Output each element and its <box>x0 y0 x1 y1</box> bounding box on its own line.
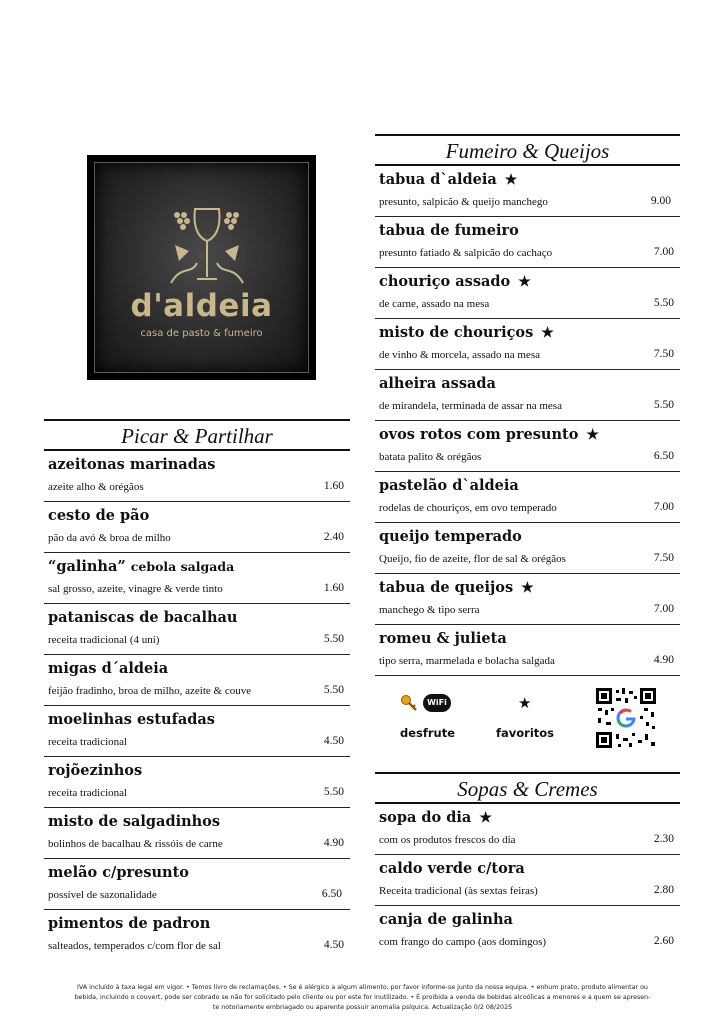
menu-item <box>44 757 350 808</box>
footer-line: bebida, incluindo o couvert, pode ser cobrado se não for solicitado pelo cliente ou por este for inutilizado. • É proibida a venda de bebidas alcoólicas a menores e a quem se apresen- <box>74 994 651 1001</box>
item-desc: receita tradicional <box>48 736 128 748</box>
menu-item <box>375 523 680 574</box>
item-desc: salteados, temperados c/com flor de sal <box>48 940 221 952</box>
item-name <box>48 558 234 575</box>
item-name-text: ovos rotos com presunto <box>379 426 579 443</box>
legal-footer <box>40 983 685 1013</box>
footer-line: te notoriamente embriagado ou aparente possuir anomalia psíquica. Actualização 0/2 08/2025 <box>212 1004 513 1011</box>
item-desc: com frango do campo (aos domingos) <box>379 936 547 948</box>
item-desc: azeite alho & orégãos <box>48 481 144 493</box>
item-name: pastelão d`aldeia <box>379 477 519 494</box>
item-desc: feijão fradinho, broa de milho, azeite & couve <box>48 685 252 697</box>
menu-list <box>375 804 680 956</box>
favorite-star-icon: ★ <box>521 580 534 596</box>
item-name <box>379 426 599 443</box>
item-name: romeu & julieta <box>379 630 507 647</box>
menu-list <box>44 451 350 971</box>
item-name: caldo verde c/tora <box>379 860 525 877</box>
qr-code-icon[interactable] <box>596 688 656 748</box>
item-name: moelinhas estufadas <box>48 711 215 728</box>
item-price: 1.60 <box>323 480 344 492</box>
item-price: 9.00 <box>650 195 671 207</box>
section-title: Picar & Partilhar <box>44 419 350 451</box>
footer-line: IVA incluído à taxa legal em vigor. • Temos livro de reclamações. • Se é alérgico a algum alimento, por favor informe-se junto da nossa equipa. • enhum prato, produto alimentar ou <box>77 984 648 991</box>
item-desc: com os produtos frescos do dia <box>379 834 516 846</box>
enjoy-label: desfrute <box>400 726 456 740</box>
item-price: 5.50 <box>653 399 674 411</box>
item-name: alheira assada <box>379 375 496 392</box>
item-name <box>379 171 517 188</box>
section-sopas-cremes <box>375 772 680 956</box>
item-name: migas d´aldeia <box>48 660 169 677</box>
menu-item <box>375 268 680 319</box>
item-desc: de carne, assado na mesa <box>379 298 490 310</box>
menu-item <box>44 859 350 910</box>
menu-item <box>375 319 680 370</box>
item-desc: de mirandela, terminada de assar na mesa <box>379 400 562 412</box>
item-desc: de vinho & morcela, assado na mesa <box>379 349 540 361</box>
section-fumeiro-queijos <box>375 134 680 676</box>
menu-item <box>44 553 350 604</box>
restaurant-logo <box>87 155 316 380</box>
menu-item <box>375 472 680 523</box>
item-name-text: tabua de queijos <box>379 579 514 596</box>
menu-item <box>375 855 680 906</box>
item-name-text: chouriço assado <box>379 273 511 290</box>
favorite-star-icon: ★ <box>518 694 532 712</box>
item-name <box>379 324 554 341</box>
item-name: canja de galinha <box>379 911 513 928</box>
menu-item <box>44 808 350 859</box>
favorite-star-icon: ★ <box>586 427 599 443</box>
item-name-extra: cebola salgada <box>130 559 235 574</box>
item-desc: batata palito & orégãos <box>379 451 482 463</box>
item-price: 1.60 <box>323 582 344 594</box>
menu-item <box>375 217 680 268</box>
item-desc: bolinhos de bacalhau & rissóis de carne <box>48 838 223 850</box>
menu-item <box>44 451 350 502</box>
item-name: pataniscas de bacalhau <box>48 609 238 626</box>
section-title: Sopas & Cremes <box>375 772 680 804</box>
item-price: 2.80 <box>653 884 674 896</box>
item-desc: presunto fatiado & salpicão do cachaço <box>379 247 553 259</box>
section-picar-partilhar <box>44 419 350 971</box>
item-name <box>379 273 531 290</box>
menu-list <box>375 166 680 676</box>
item-price: 7.00 <box>653 501 674 513</box>
item-price: 5.50 <box>323 633 344 645</box>
item-price: 7.00 <box>653 246 674 258</box>
item-price: 2.30 <box>653 833 674 845</box>
menu-item <box>44 706 350 757</box>
item-name-text: sopa do dia <box>379 809 472 826</box>
item-price: 4.90 <box>653 654 674 666</box>
favorite-star-icon: ★ <box>479 810 492 826</box>
item-desc: possível de sazonalidade <box>48 889 157 901</box>
favorite-star-icon: ★ <box>541 325 554 341</box>
favorite-star-icon: ★ <box>504 172 518 188</box>
logo-name: d'aldeia <box>130 288 273 324</box>
menu-item <box>375 625 680 676</box>
item-desc: Queijo, fio de azeite, flor de sal & orégãos <box>379 553 566 565</box>
key-icon <box>400 694 418 712</box>
menu-item <box>375 574 680 625</box>
item-desc: presunto, salpicão & queijo manchego <box>379 196 548 208</box>
item-price: 4.50 <box>323 735 344 747</box>
logo-panel <box>94 162 309 373</box>
item-desc: receita tradicional (4 uni) <box>48 634 160 646</box>
favorites-label: favoritos <box>496 726 555 740</box>
favorite-star-icon: ★ <box>518 274 531 290</box>
item-name: azeitonas marinadas <box>48 456 216 473</box>
item-desc: sal grosso, azeite, vinagre & verde tinto <box>48 583 223 595</box>
item-name: melão c/presunto <box>48 864 189 881</box>
item-price: 7.50 <box>653 552 674 564</box>
logo-subtitle: casa de pasto & fumeiro <box>140 328 263 339</box>
menu-item <box>44 502 350 553</box>
item-name: queijo temperado <box>379 528 522 545</box>
item-name: tabua de fumeiro <box>379 222 519 239</box>
menu-item <box>44 910 350 960</box>
menu-item <box>375 804 680 855</box>
menu-item <box>375 421 680 472</box>
item-price: 5.50 <box>653 297 674 309</box>
item-desc: pão da avó & broa de milho <box>48 532 171 544</box>
item-name <box>379 579 534 596</box>
menu-item <box>375 166 680 217</box>
item-name: pimentos de padron <box>48 915 211 932</box>
item-price: 7.00 <box>653 603 674 615</box>
item-price: 7.50 <box>653 348 674 360</box>
item-name-main: “galinha” <box>48 558 126 575</box>
item-name: cesto de pão <box>48 507 150 524</box>
item-price: 2.60 <box>653 935 674 947</box>
item-price: 5.50 <box>323 786 344 798</box>
wifi-icon: WiFi <box>423 694 451 712</box>
menu-item <box>375 370 680 421</box>
item-price: 4.50 <box>323 939 344 951</box>
menu-item <box>375 906 680 956</box>
item-price: 6.50 <box>653 450 674 462</box>
menu-item <box>44 655 350 706</box>
wine-glass-grapes-icon <box>167 205 247 291</box>
item-desc: receita tradicional <box>48 787 128 799</box>
item-desc: rodelas de chouriços, em ovo temperado <box>379 502 557 514</box>
item-desc: tipo serra, marmelada e bolacha salgada <box>379 655 555 667</box>
item-desc: Receita tradicional (às sextas feiras) <box>379 885 538 897</box>
item-desc: manchego & tipo serra <box>379 604 480 616</box>
item-price: 5.50 <box>323 684 344 696</box>
item-name <box>379 809 492 826</box>
item-price: 2.40 <box>323 531 344 543</box>
menu-item <box>44 604 350 655</box>
item-price: 6.50 <box>321 888 342 900</box>
item-price: 4.90 <box>323 837 344 849</box>
item-name-text: tabua d`aldeia <box>379 171 497 188</box>
item-name: rojõezinhos <box>48 762 143 779</box>
section-title: Fumeiro & Queijos <box>375 134 680 166</box>
item-name: misto de salgadinhos <box>48 813 221 830</box>
item-name-text: misto de chouriços <box>379 324 534 341</box>
legend <box>378 686 680 751</box>
